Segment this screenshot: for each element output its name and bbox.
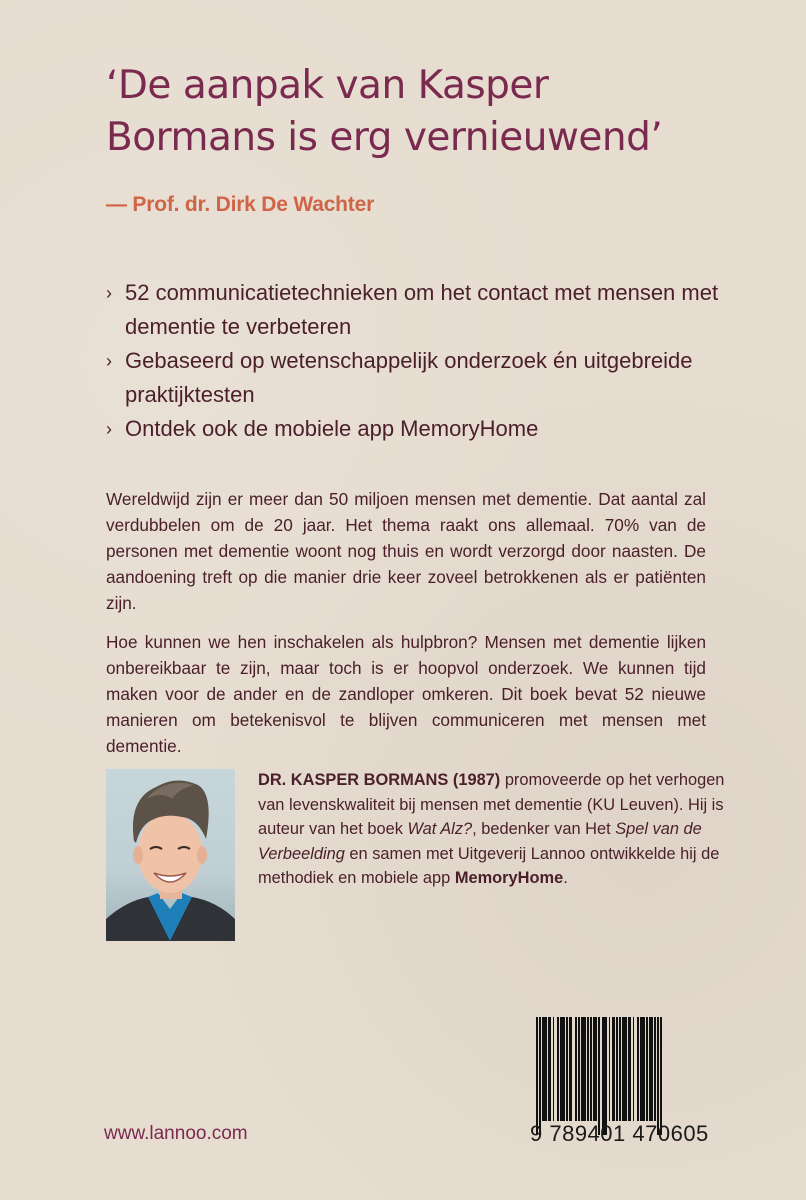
body-paragraph-2: Hoe kunnen we hen inschakelen als hulpbron? Mensen met dementie lijken onbereikbaar te zijn, maar toch is er hoopvol onderzoek. We kunnen tijd maken voor de ander en de zandloper omkeren. Dit boek bevat 52 nieuwe manieren om betekenisvol te blijven communiceren met mensen met dementie.	[106, 632, 706, 756]
bio-text: .	[563, 869, 568, 887]
isbn-barcode	[530, 1017, 709, 1146]
pull-quote	[106, 60, 746, 164]
bio-text: en samen met Uitgeverij Lannoo ontwikkelde hij de methodiek en mobiele app	[258, 844, 720, 887]
body-paragraph-1: Wereldwijd zijn er meer dan 50 miljoen mensen met dementie. Dat aantal zal verdubbelen om de 20 jaar. Het thema raakt ons allemaal. 70% van de personen met dementie woont nog thuis en wordt verzorgd door naasten. De aandoening treft op die manier drie keer zoveel betrokkenen als er patiënten zijn.	[106, 489, 706, 613]
author-bio	[258, 768, 728, 891]
barcode-bars	[536, 1017, 662, 1125]
bio-text: promoveerde op het verhogen van levenskwaliteit bij mensen met dementie (KU Leuven). Hij is auteur van het boek	[258, 771, 725, 838]
feature-item	[106, 412, 726, 446]
book-title: Wat Alz?	[407, 820, 473, 838]
isbn-number: 9 789401 470605	[530, 1121, 709, 1146]
chevron-right-icon: ›	[106, 283, 112, 303]
feature-text: Ontdek ook de mobiele app MemoryHome	[125, 416, 539, 441]
author-name: DR. KASPER BORMANS (1987)	[258, 771, 501, 789]
publisher-website: www.lannoo.com	[104, 1123, 248, 1144]
quote-line-1: ‘De aanpak van Kasper	[106, 63, 549, 108]
author-photo	[106, 769, 235, 941]
feature-list	[106, 276, 726, 446]
feature-text: Gebaseerd op wetenschappelijk onderzoek én uitgebreide praktijktesten	[125, 348, 693, 407]
app-name: MemoryHome	[454, 869, 564, 887]
feature-item	[106, 344, 726, 412]
quote-attribution: — Prof. dr. Dirk De Wachter	[106, 193, 375, 216]
feature-text: 52 communicatietechnieken om het contact met mensen met dementie te verbeteren	[125, 280, 719, 339]
feature-item	[106, 276, 726, 344]
game-title: Spel van de Verbeelding	[258, 820, 702, 863]
portrait-illustration	[106, 769, 235, 941]
bio-text: , bedenker van Het	[472, 820, 616, 838]
chevron-right-icon: ›	[106, 351, 112, 371]
quote-line-2: Bormans is erg vernieuwend’	[106, 115, 663, 160]
chevron-right-icon: ›	[106, 419, 112, 439]
